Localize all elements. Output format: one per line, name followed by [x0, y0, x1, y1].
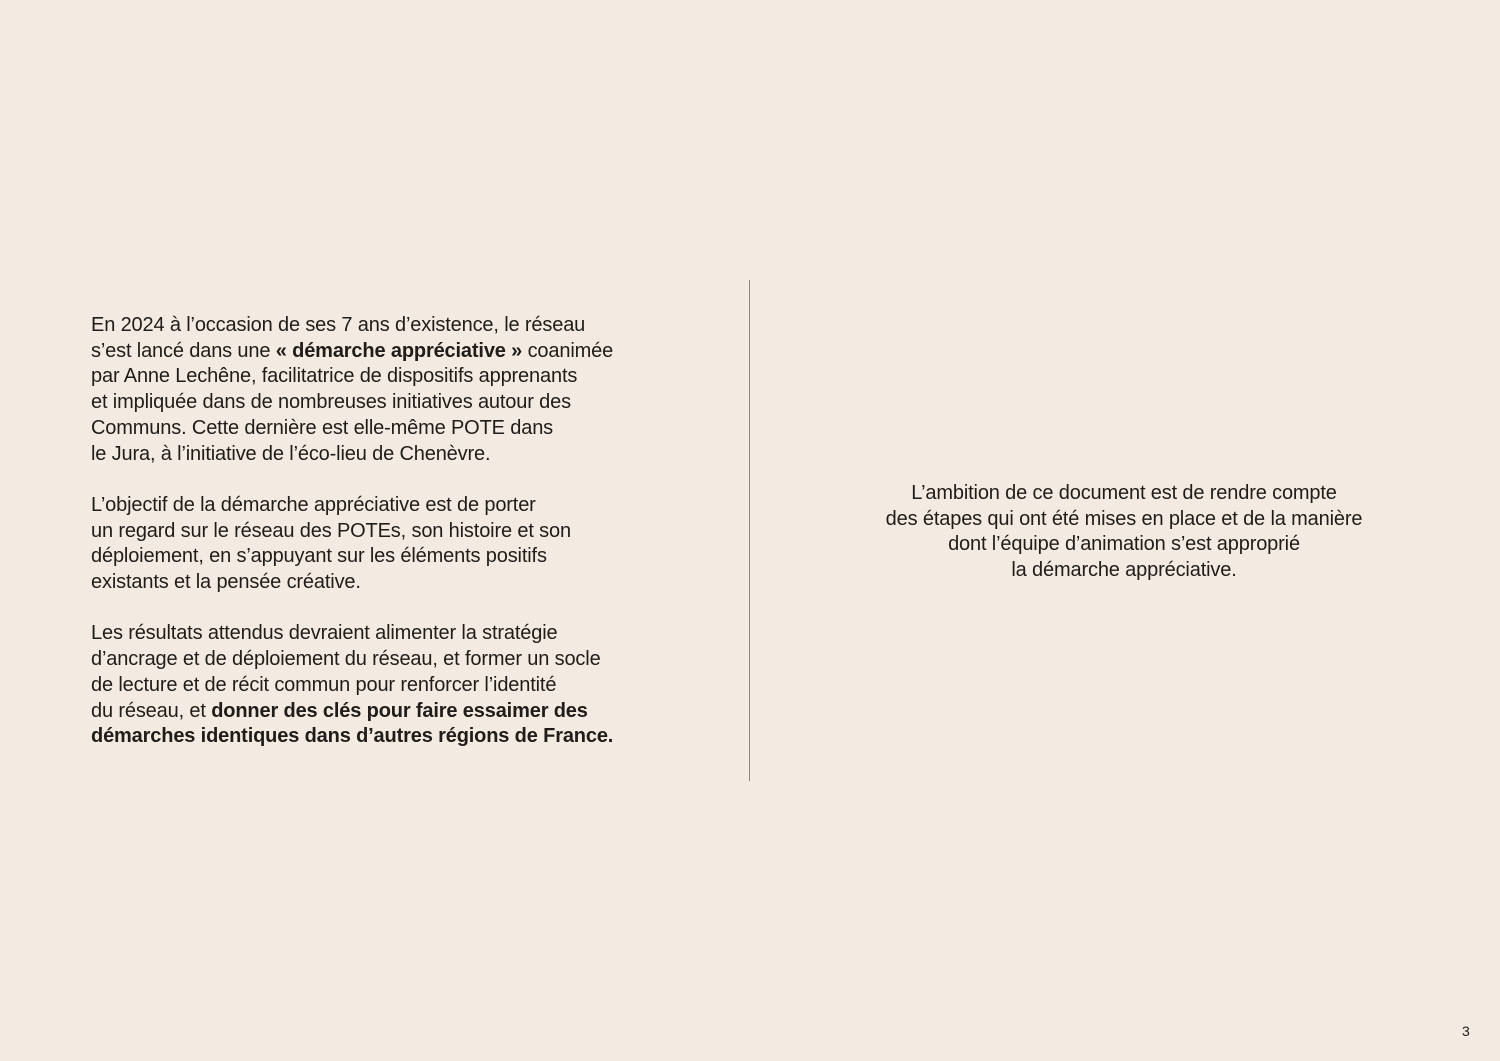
ambition-line-4: la démarche appréciative.	[1011, 559, 1237, 582]
results-line-3: de lecture et de récit commun pour renforcer l’identité	[91, 673, 557, 696]
intro-line-3: par Anne Lechêne, facilitatrice de dispositifs apprenants	[91, 365, 578, 388]
appreciative-approach-highlight: « démarche appréciative »	[275, 339, 523, 362]
intro-line-2	[91, 339, 691, 365]
ambition-line-2: des étapes qui ont été mises en place et de la manière	[885, 507, 1363, 530]
intro-paragraph	[91, 313, 691, 467]
results-line-1: Les résultats attendus devraient alimenter la stratégie	[91, 622, 558, 645]
intro-line-6: le Jura, à l’initiative de l’éco-lieu de Chenèvre.	[91, 442, 491, 465]
objective-line-4: existants et la pensée créative.	[91, 571, 361, 594]
objective-line-2: un regard sur le réseau des POTEs, son histoire et son	[91, 519, 571, 542]
objective-paragraph	[91, 493, 691, 596]
results-bold-highlight-end: démarches identiques dans d’autres régions de France.	[91, 725, 614, 748]
results-line-4-start: du réseau, et	[91, 699, 212, 722]
results-bold-highlight-start: donner des clés pour faire essaimer des	[211, 699, 588, 722]
intro-line-5: Communs. Cette dernière est elle-même POTE dans	[91, 416, 554, 439]
page-number: 3	[1462, 1023, 1470, 1039]
expected-results-paragraph	[91, 621, 691, 750]
objective-line-3: déploiement, en s’appuyant sur les éléments positifs	[91, 545, 547, 568]
intro-line-2-start: s’est lancé dans une	[91, 339, 276, 362]
results-line-2: d’ancrage et de déploiement du réseau, et former un socle	[91, 648, 601, 671]
intro-line-2-end: coanimée	[522, 339, 614, 362]
results-line-4	[91, 699, 691, 725]
intro-line-1: En 2024 à l’occasion de ses 7 ans d’existence, le réseau	[91, 314, 586, 336]
objective-line-1: L’objectif de la démarche appréciative est de porter	[91, 493, 536, 516]
ambition-statement	[824, 481, 1424, 584]
vertical-divider	[749, 280, 750, 781]
intro-line-4: et impliquée dans de nombreuses initiatives autour des	[91, 391, 571, 414]
ambition-line-3: dont l’équipe d’animation s’est approprié	[948, 533, 1300, 556]
ambition-line-1: L’ambition de ce document est de rendre compte	[911, 482, 1337, 504]
left-text-column	[91, 313, 691, 750]
